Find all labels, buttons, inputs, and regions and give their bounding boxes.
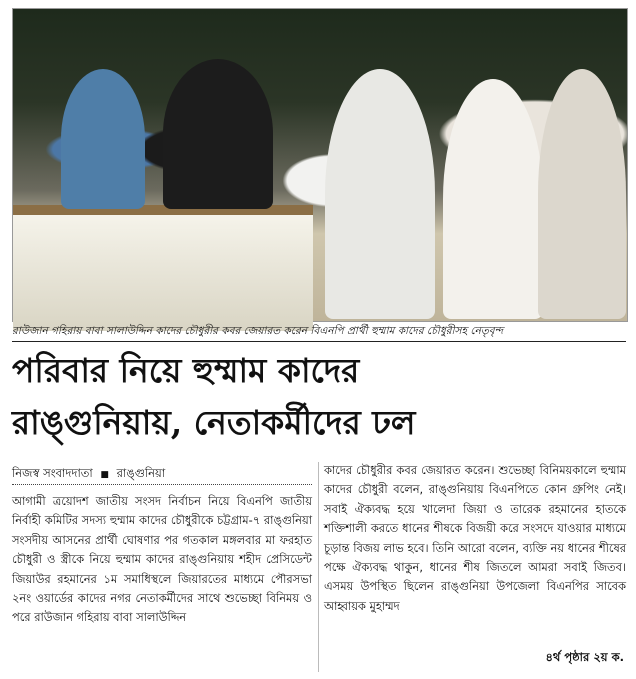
- article-column-2: [324, 461, 626, 616]
- continuation-note: ৪র্থ পৃষ্ঠার ২য় ক.: [545, 650, 624, 664]
- article-text: আগামী ত্রয়োদশ জাতীয় সংসদ নির্বাচন নিয়ে বিএনপি জাতীয় নির্বাহী কমিটির সদস্য হুম্মাম কাদের চৌধুরীকে চট্টগ্রাম-৭ রাঙ্গুনিয়া সংসদীয় আসনের প্রার্থী ঘোষণার পর গতকাল মঙ্গলবার মা ফরহাত চৌধুরী ও স্ত্রীকে নিয়ে হুম্মাম কাদের রাঙ্গুনিয়ায় শহীদ প্রেসিডেন্ট জিয়াউর রহমানের ১ম সমাধিস্থলে জিয়ারতের মাধ্যমে পৌরসভা ২নং ওয়ার্ডের কাদের নগর নেতাকর্মীদের সাথে শুভেচ্ছা বিনিময় ও পরে রাউজান গহিরায় বাবা সালাউদ্দিন: [12, 494, 312, 625]
- grave-wall: [13, 205, 313, 331]
- person-figure: [443, 79, 543, 319]
- person-figure: [61, 69, 145, 209]
- byline: [12, 462, 312, 485]
- photo-caption: রাউজান গহিরায় বাবা সালাউদ্দিন কাদের চৌধুরীর কবর জেয়ারত করেন বিএনপি প্রার্থী হুম্মাম কাদের চৌধুরীসহ নেতৃবৃন্দ: [12, 321, 626, 342]
- column-divider: [318, 462, 319, 672]
- byline-reporter: নিজস্ব সংবাদদাতা: [12, 466, 93, 480]
- byline-separator: ■: [100, 470, 109, 480]
- headline-line-2: রাঙ্গুনিয়ায়, নেতাকর্মীদের ঢল: [12, 403, 416, 442]
- headline: [12, 345, 626, 449]
- person-figure: [325, 69, 435, 319]
- article-column-1: [12, 492, 312, 628]
- byline-place: রাঙ্গুনিয়া: [116, 466, 166, 480]
- headline-line-1: পরিবার নিয়ে হুম্মাম কাদের: [12, 351, 360, 390]
- news-photo: [12, 8, 628, 322]
- person-figure: [538, 69, 626, 319]
- person-figure: [163, 59, 273, 209]
- article-text: কাদের চৌধুরীর কবর জেয়ারত করেন। শুভেচ্ছা বিনিময়কালে হুম্মাম কাদের চৌধুরী বলেন, রাঙ্গুনিয়ায় বিএনপিতে কোন গ্রুপিং নেই। সবাই ঐক্যবদ্ধ হয়ে খালেদা জিয়া ও তারেক রহমানের হাতকে শক্তিশালী করতে ধানের শীষকে বিজয়ী করে সংসদে যাওয়ার মাধ্যমে চূড়ান্ত বিজয় লাভ হবে। তিনি আরো বলেন, ব্যক্তি নয় ধানের শীষের পক্ষে ঐক্যবদ্ধ থাকুন, ধানের শীষ জিতলে আমরা সবাই জিতব। এসময় উপস্থিত ছিলেন রাঙ্গুনিয়া উপজেলা বিএনপির সাবেক আহ্বায়ক মুহাম্মদ: [324, 463, 626, 613]
